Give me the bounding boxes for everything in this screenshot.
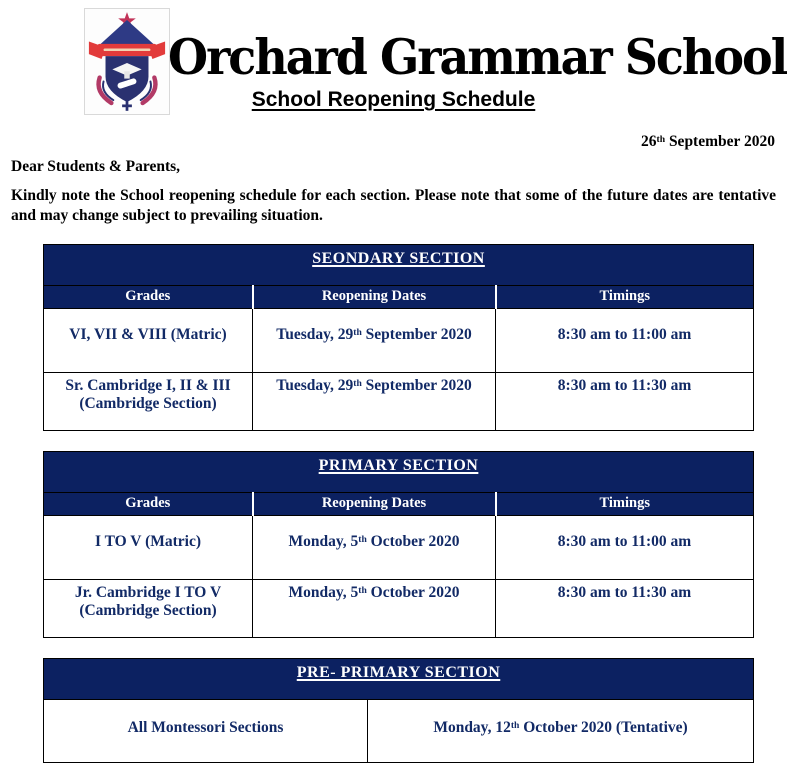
section-title-row xyxy=(44,451,754,492)
column-header-reopening-dates: Reopening Dates xyxy=(253,492,496,515)
table-row xyxy=(44,308,754,372)
document-header xyxy=(0,0,787,120)
date-text-rest: September 2020 xyxy=(361,325,472,343)
date-ordinal-suffix: th xyxy=(656,133,666,145)
column-header-row xyxy=(44,492,754,515)
date-text-rest: October 2020 xyxy=(366,583,460,601)
notice-body-paragraph: Kindly note the School reopening schedule for each section. Please note that some of the future dates are tentative and may change subject to prevailing situation. xyxy=(11,187,776,225)
reopening-date-cell xyxy=(253,515,496,579)
column-header-timings: Timings xyxy=(496,492,754,515)
date-month-year: September 2020 xyxy=(665,133,775,150)
column-header-grades: Grades xyxy=(44,492,253,515)
column-header-reopening-dates: Reopening Dates xyxy=(253,285,496,308)
section-title-text: PRIMARY SECTION xyxy=(318,456,479,474)
grades-cell xyxy=(44,515,253,579)
date-ordinal-suffix: th xyxy=(510,719,520,731)
date-ordinal-suffix: th xyxy=(353,377,362,389)
date-ordinal-suffix: th xyxy=(353,326,362,338)
date-text-rest: October 2020 (Tentative) xyxy=(519,718,688,736)
reopening-date-cell xyxy=(368,699,754,762)
date-text: Tuesday, 29 xyxy=(276,325,354,343)
grades-text-line2: (Cambridge Section) xyxy=(79,601,217,619)
timings-cell: 8:30 am to 11:00 am xyxy=(496,515,754,579)
timings-cell: 8:30 am to 11:00 am xyxy=(496,308,754,372)
column-header-row xyxy=(44,285,754,308)
timings-cell: 8:30 am to 11:30 am xyxy=(496,579,754,637)
date-ordinal-suffix: th xyxy=(358,533,367,545)
table-row xyxy=(44,699,754,762)
section-title-pre-primary xyxy=(44,658,754,699)
date-text-rest: October 2020 xyxy=(366,532,460,550)
column-header-grades: Grades xyxy=(44,285,253,308)
section-title-text: SEONDARY SECTION xyxy=(312,249,485,267)
section-title-primary xyxy=(44,451,754,492)
date-text: Monday, 12 xyxy=(433,718,511,736)
notice-date xyxy=(0,133,775,151)
grades-text: VI, VII & VIII (Matric) xyxy=(69,325,227,343)
grades-cell xyxy=(44,308,253,372)
grades-cell xyxy=(44,579,253,637)
timings-cell: 8:30 am to 11:30 am xyxy=(496,372,754,430)
document-subtitle: School Reopening Schedule xyxy=(251,88,536,111)
grades-cell xyxy=(44,372,253,430)
grades-cell: All Montessori Sections xyxy=(44,699,368,762)
date-text-rest: September 2020 xyxy=(361,376,472,394)
table-row xyxy=(44,579,754,637)
primary-section-table xyxy=(43,451,754,638)
grades-text: Jr. Cambridge I TO V xyxy=(74,583,222,601)
date-day: 26 xyxy=(641,133,657,150)
section-title-row xyxy=(44,658,754,699)
grades-text-line2: (Cambridge Section) xyxy=(79,394,217,412)
grades-text: Sr. Cambridge I, II & III xyxy=(65,376,231,394)
date-ordinal-suffix: th xyxy=(358,584,367,596)
column-header-timings: Timings xyxy=(496,285,754,308)
salutation: Dear Students & Parents, xyxy=(11,158,181,175)
section-title-text: PRE- PRIMARY SECTION xyxy=(296,663,501,681)
date-text: Monday, 5 xyxy=(288,583,359,601)
school-name-title: Orchard Grammar School xyxy=(168,28,787,86)
secondary-section-table xyxy=(43,244,754,431)
grades-text: I TO V (Matric) xyxy=(94,532,202,550)
table-row xyxy=(44,515,754,579)
reopening-date-cell xyxy=(253,308,496,372)
date-text: Monday, 5 xyxy=(288,532,359,550)
section-title-row xyxy=(44,244,754,285)
table-row xyxy=(44,372,754,430)
reopening-date-cell xyxy=(253,372,496,430)
section-title-secondary xyxy=(44,244,754,285)
date-text: Tuesday, 29 xyxy=(276,376,354,394)
reopening-date-cell xyxy=(253,579,496,637)
pre-primary-section-table xyxy=(43,658,754,763)
